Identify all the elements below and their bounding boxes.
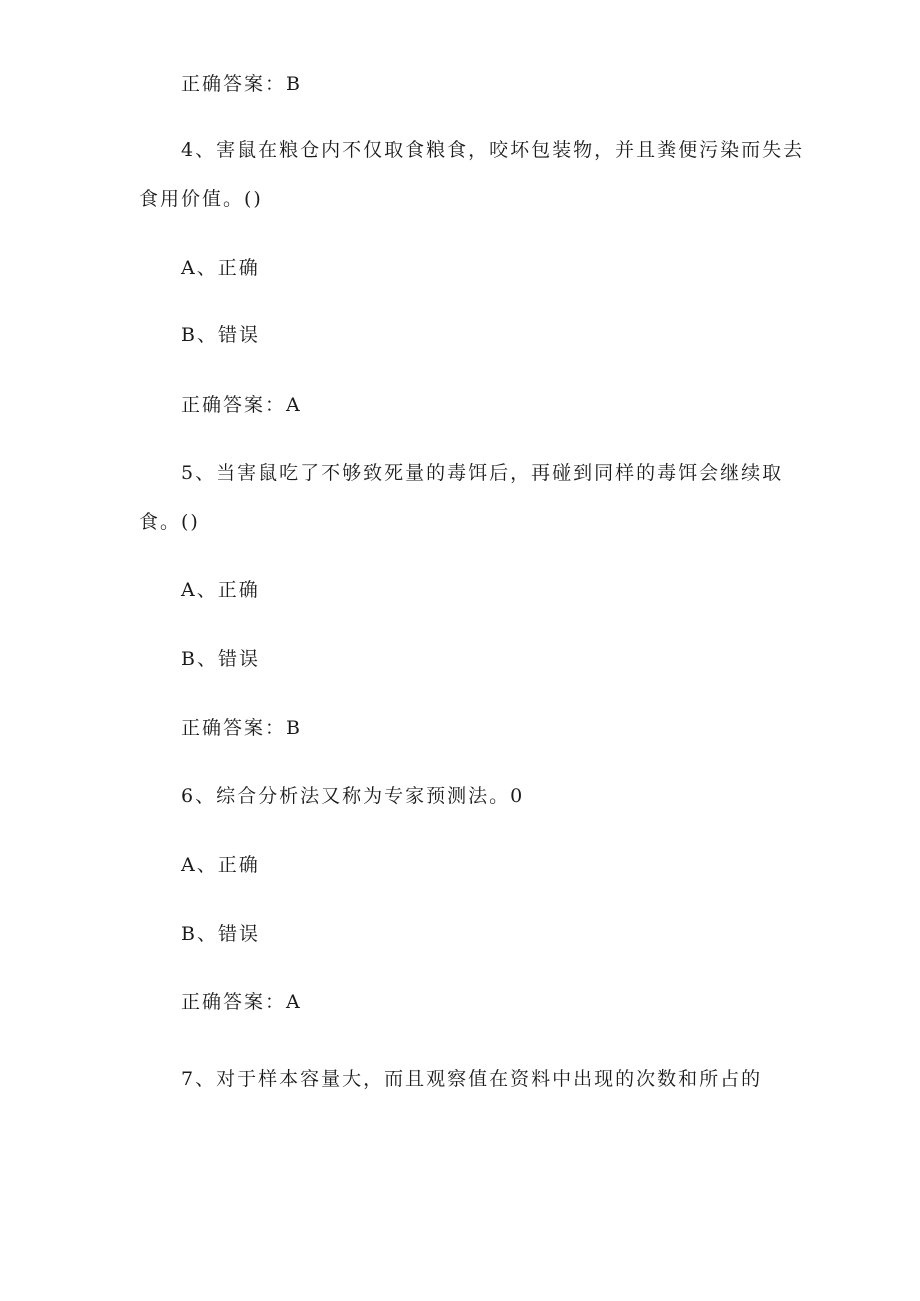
option-a: A、正确 (181, 579, 260, 601)
question-text: 4、害鼠在粮仓内不仅取食粮食，咬坏包装物，并且粪便污染而失去 (181, 139, 805, 161)
question-text: 7、对于样本容量大，而且观察值在资料中出现的次数和所占的 (181, 1068, 763, 1090)
question-text: 5、当害鼠吃了不够致死量的毒饵后，再碰到同样的毒饵会继续取 (181, 462, 784, 484)
option-a: A、正确 (181, 257, 260, 279)
option-b: B、错误 (181, 324, 260, 346)
option-a: A、正确 (181, 854, 260, 876)
answer-text: 正确答案：A (181, 394, 302, 416)
answer-text: 正确答案：B (181, 73, 302, 95)
answer-text: 正确答案：B (181, 717, 302, 739)
option-b: B、错误 (181, 923, 260, 945)
question-text: 6、综合分析法又称为专家预测法。0 (181, 785, 525, 807)
question-text-continued: 食用价值。() (139, 188, 263, 210)
answer-text: 正确答案：A (181, 991, 302, 1013)
question-text-continued: 食。() (139, 511, 200, 533)
option-b: B、错误 (181, 648, 260, 670)
